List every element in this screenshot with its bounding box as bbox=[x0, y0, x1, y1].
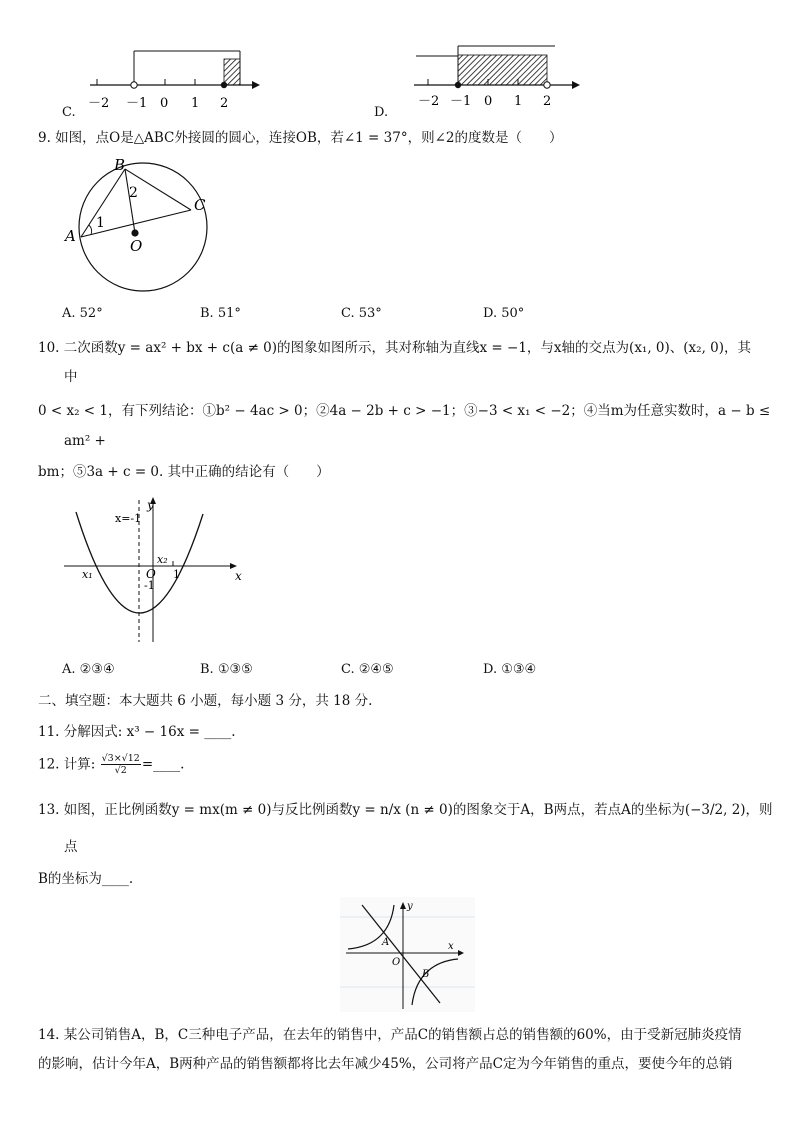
q10-label-1: 1 bbox=[173, 568, 180, 581]
q13-label-b: B bbox=[422, 969, 430, 980]
q10-option-b[interactable]: B. ①③⑤ bbox=[200, 662, 253, 677]
q9-option-c[interactable]: C. 53° bbox=[341, 306, 382, 321]
q9-option-a[interactable]: A. 52° bbox=[62, 306, 103, 321]
q11-stem: 11. 分解因式: x³ − 16x = ____. bbox=[38, 724, 236, 740]
q14-line1: 14. 某公司销售A，B，C三种电子产品，在去年的销售中，产品C的销售额占总的销售额的60%，由于受新冠肺炎疫情 bbox=[38, 1027, 742, 1043]
q10-line5: bm；⑤3a + c = 0. 其中正确的结论有（ ） bbox=[38, 464, 330, 480]
q8c-tick-neg2: －2 bbox=[88, 96, 110, 111]
q9-label-b: B bbox=[114, 156, 126, 174]
q10-label-x1: x₁ bbox=[82, 568, 93, 581]
q10-label-x2: x₂ bbox=[157, 553, 168, 566]
q13-label-a: A bbox=[382, 937, 390, 948]
q8d-tick-neg2: －2 bbox=[418, 94, 440, 109]
q9-stem: 9. 如图，点O是△ABC外接圆的圆心，连接OB，若∠1 = 37°，则∠2的度数是（ ） bbox=[38, 130, 563, 146]
q13-line2: 点 bbox=[64, 839, 78, 855]
q10-label-x: x bbox=[235, 569, 242, 583]
q8d-tick-2: 2 bbox=[543, 94, 552, 109]
q8-option-c-label: C. bbox=[62, 105, 76, 120]
q12-denominator: √2 bbox=[114, 765, 127, 776]
q8c-tick-0: 0 bbox=[160, 96, 169, 111]
q12-prefix: 12. 计算: bbox=[38, 756, 100, 773]
q9-label-c: C bbox=[194, 196, 206, 214]
q10-label-o: O bbox=[146, 567, 156, 581]
q13-label-y: y bbox=[407, 901, 413, 912]
q8-option-c-numberline bbox=[80, 45, 270, 125]
q10-line4: am² + bbox=[64, 433, 106, 449]
q10-line1: 10. 二次函数y = ax² + bx + c(a ≠ 0)的图象如图所示，其对称轴为直线x = −1，与x轴的交点为(x₁, 0)、(x₂, 0)，其 bbox=[38, 340, 752, 356]
q10-line3: 0 < x₂ < 1，有下列结论：①b² − 4ac > 0；②4a − 2b + c > −1；③−3 < x₁ < −2；④当m为任意实数时，a − b ≤ bbox=[38, 403, 771, 419]
q13-label-o: O bbox=[392, 957, 401, 968]
q8c-tick-1: 1 bbox=[191, 96, 200, 111]
q10-figure-parabola bbox=[60, 492, 260, 647]
q9-option-b[interactable]: B. 51° bbox=[200, 306, 241, 321]
q9-label-1: 1 bbox=[96, 215, 105, 231]
q9-option-d[interactable]: D. 50° bbox=[483, 306, 525, 321]
q12-fraction bbox=[101, 753, 141, 776]
q10-label-neg1: -1 bbox=[144, 579, 155, 592]
q8d-tick-1: 1 bbox=[514, 94, 523, 109]
section-2-heading: 二、填空题：本大题共 6 小题，每小题 3 分，共 18 分. bbox=[38, 693, 373, 709]
q9-label-o: O bbox=[130, 237, 143, 255]
q10-line2: 中 bbox=[64, 369, 78, 385]
q12-stem bbox=[38, 753, 184, 787]
q14-line2: 的影响，估计今年A，B两种产品的销售额都将比去年减少45%，公司将产品C定为今年销售的重点，要使今年的总销 bbox=[38, 1056, 733, 1072]
q8c-tick-neg1: －1 bbox=[126, 96, 148, 111]
q9-figure-circle bbox=[60, 155, 220, 295]
q8d-tick-neg1: －1 bbox=[450, 94, 472, 109]
q13-line3: B的坐标为____. bbox=[38, 871, 134, 887]
q10-option-d[interactable]: D. ①③④ bbox=[483, 662, 537, 677]
q8c-tick-2: 2 bbox=[220, 96, 229, 111]
q10-label-y: y bbox=[147, 498, 154, 512]
q12-suffix: =____. bbox=[141, 756, 185, 773]
q10-label-axisline: x=-1 bbox=[115, 512, 142, 525]
q9-label-a: A bbox=[65, 227, 76, 245]
q8d-tick-0: 0 bbox=[484, 94, 493, 109]
q13-figure-graph bbox=[340, 897, 475, 1012]
q12-numerator: √3×√12 bbox=[101, 753, 140, 764]
q13-line1: 13. 如图，正比例函数y = mx(m ≠ 0)与反比例函数y = n/x (n ≠ 0)的图象交于A，B两点，若点A的坐标为(−3/2, 2)，则 bbox=[38, 802, 773, 818]
q10-option-a[interactable]: A. ②③④ bbox=[62, 662, 115, 677]
q10-option-c[interactable]: C. ②④⑤ bbox=[341, 662, 394, 677]
q13-label-x: x bbox=[448, 941, 454, 952]
q8-option-d-label: D. bbox=[374, 105, 389, 120]
q9-label-2: 2 bbox=[129, 185, 138, 201]
q8-option-d-numberline bbox=[400, 38, 590, 118]
